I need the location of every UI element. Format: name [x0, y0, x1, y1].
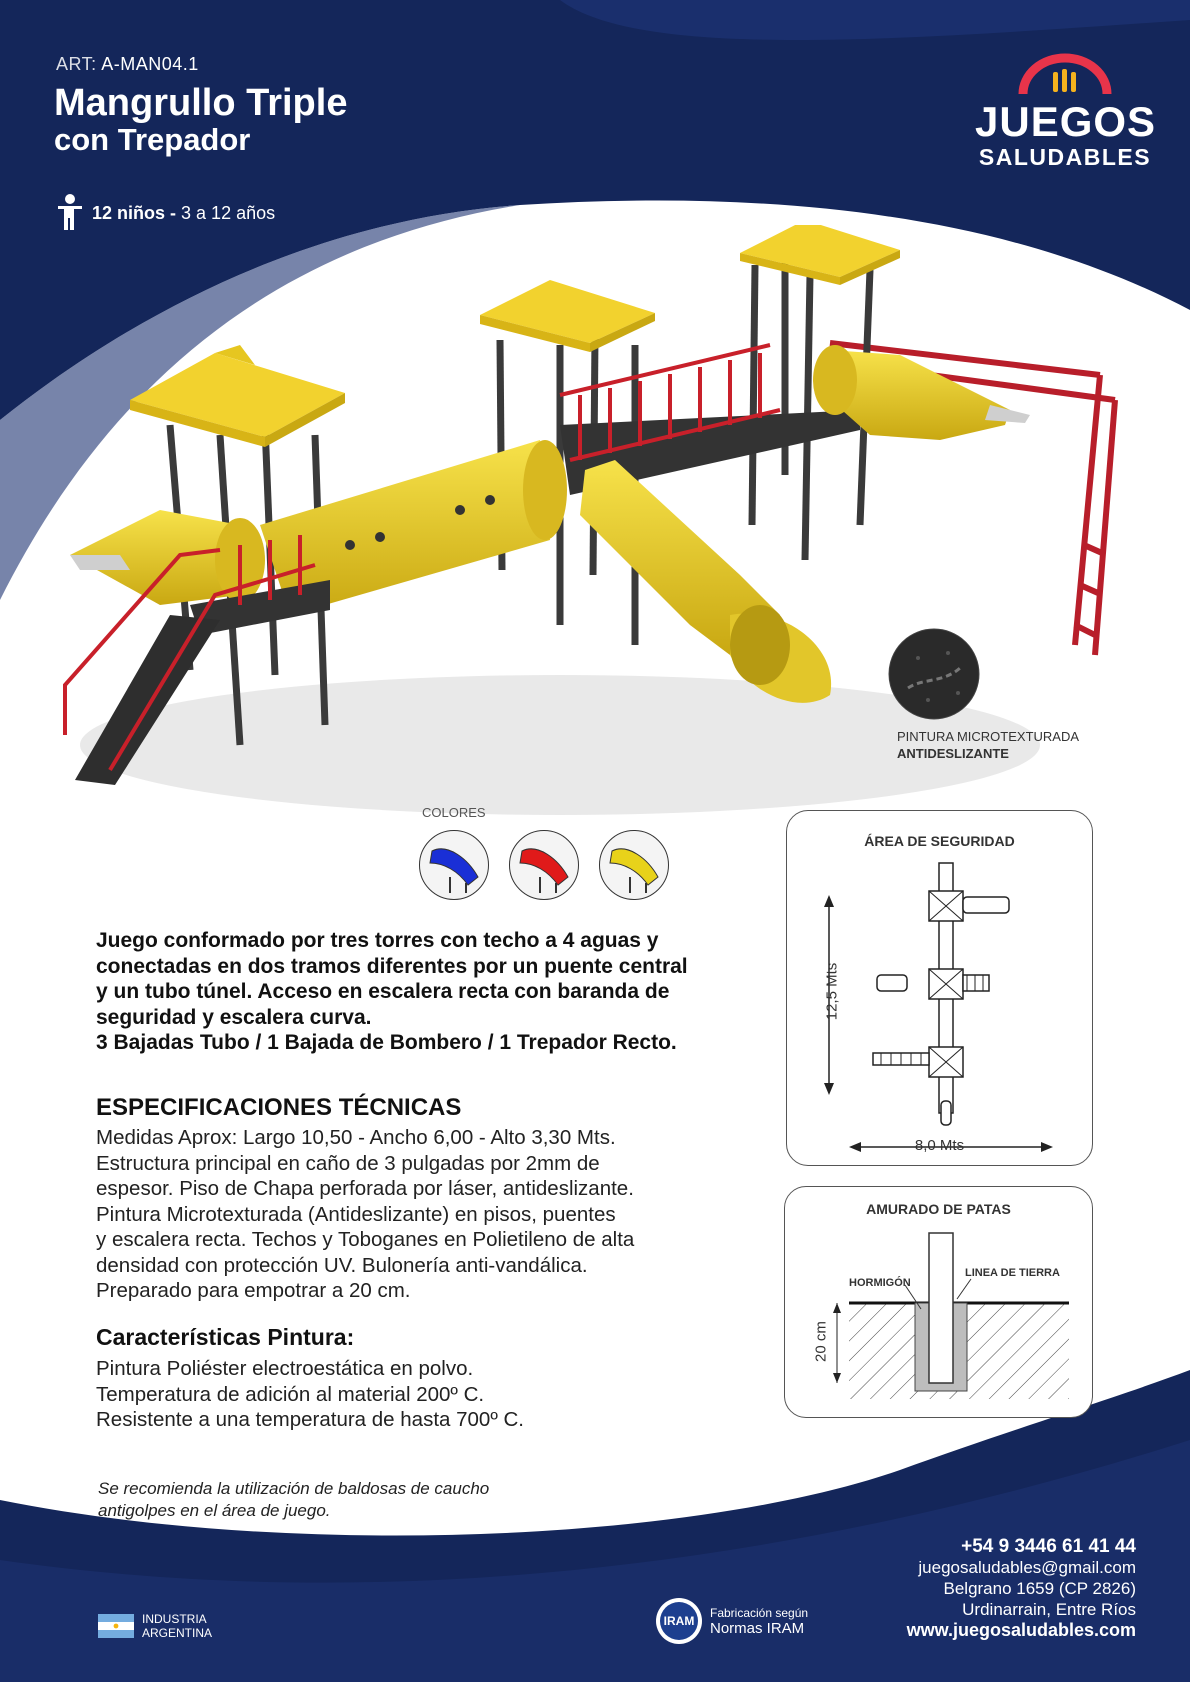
spec-line: espesor. Piso de Chapa perforada por láser, antideslizante. [96, 1177, 634, 1200]
iram-badge [656, 1598, 808, 1644]
plan-view-icon [873, 863, 1009, 1125]
description-line: seguridad y escalera curva. [96, 1005, 372, 1029]
concrete-label: HORMIGÓN [849, 1277, 911, 1289]
industria-line2: ARGENTINA [142, 1626, 213, 1640]
note-line: antigolpes en el área de juego. [98, 1501, 331, 1520]
colors-label: COLORES [422, 805, 486, 820]
color-swatch-yellow [599, 830, 669, 900]
depth-label: 20 cm [812, 1321, 830, 1362]
note-line: Se recomienda la utilización de baldosas de caucho [98, 1479, 490, 1498]
safety-area-panel [786, 810, 1093, 1166]
texture-label [897, 728, 1079, 762]
spec-line: Preparado para empotrar a 20 cm. [96, 1279, 411, 1302]
brand-logo [975, 52, 1155, 172]
slide-icon [520, 849, 568, 893]
article-number: A-MAN04.1 [101, 54, 199, 74]
spec-line: Estructura principal en caño de 3 pulgadas por 2mm de [96, 1151, 600, 1175]
front-tube-slide [580, 460, 831, 703]
product-subtitle: con Trepador [54, 122, 251, 157]
safety-width-label: 8,0 Mts [914, 1137, 965, 1154]
argentina-flag-icon [98, 1614, 134, 1638]
logo-line2: SALUDABLES [978, 144, 1152, 170]
iram-logo-text: IRAM [660, 1602, 698, 1640]
age-range: 3 a 12 años [181, 202, 276, 223]
anchoring-panel [784, 1186, 1093, 1418]
article-code [56, 54, 199, 75]
contact-phone[interactable]: +54 9 3446 61 41 44 [961, 1536, 1136, 1557]
slide-icon [610, 849, 658, 893]
color-swatch-red [509, 830, 579, 900]
logo-line1: JUEGOS [975, 98, 1157, 145]
contact-address-line1: Belgrano 1659 (CP 2826) [943, 1579, 1136, 1598]
slide-icon [430, 849, 478, 893]
paint-line: Temperatura de adición al material 200º C. [96, 1382, 485, 1406]
rainbow-icon [975, 52, 1155, 102]
contact-address-line2: Urdinarrain, Entre Ríos [962, 1600, 1136, 1619]
description-line: conectadas en dos tramos diferentes por un puente central [96, 954, 688, 978]
paint-body [96, 1356, 696, 1433]
texture-label-line2: ANTIDESLIZANTE [897, 746, 1009, 761]
product-title: Mangrullo Triple [54, 82, 348, 124]
description-line: Juego conformado por tres torres con techo a 4 aguas y [96, 929, 659, 952]
spec-line: densidad con protección UV. Bulonería anti-vandálica. [96, 1253, 588, 1277]
ground-line-label: LINEA DE TIERRA [965, 1267, 1060, 1279]
specs-heading: ESPECIFICACIONES TÉCNICAS [96, 1094, 462, 1121]
anchoring-title: AMURADO DE PATAS [866, 1201, 1011, 1217]
paint-heading: Características Pintura: [96, 1324, 355, 1350]
contact-website[interactable]: www.juegosaludables.com [906, 1620, 1136, 1640]
specs-body [96, 1125, 716, 1304]
safety-height-label: 12,5 Mts [823, 962, 841, 1021]
description-line: y un tubo túnel. Acceso en escalera recta con baranda de [96, 980, 670, 1003]
industria-argentina-badge [98, 1612, 212, 1640]
recommendation-note [98, 1478, 618, 1522]
safety-area-title: ÁREA DE SEGURIDAD [864, 833, 1015, 849]
anchoring-diagram [785, 1187, 1092, 1417]
paint-line: Pintura Poliéster electroestática en polvo. [96, 1357, 474, 1380]
iram-line1: Fabricación según [710, 1605, 809, 1620]
spec-line: Pintura Microtexturada (Antideslizante) en pisos, puentes [96, 1202, 616, 1226]
article-label: ART: [56, 54, 97, 74]
spec-line: Medidas Aprox: Largo 10,50 - Ancho 6,00 - Alto 3,30 Mts. [96, 1126, 616, 1149]
iram-logo-icon [656, 1598, 702, 1644]
product-description [96, 928, 706, 1056]
texture-sample-icon [888, 628, 980, 720]
iram-line2: Normas IRAM [710, 1619, 805, 1637]
paint-line: Resistente a una temperatura de hasta 700º C. [96, 1408, 524, 1431]
color-swatch-blue [419, 830, 489, 900]
industria-line1: INDUSTRIA [142, 1612, 207, 1626]
texture-label-line1: PINTURA MICROTEXTURADA [897, 729, 1080, 744]
capacity-count: 12 niños - [92, 202, 177, 223]
contact-email[interactable]: juegosaludables@gmail.com [918, 1558, 1136, 1577]
spec-line: y escalera recta. Techos y Toboganes en Polietileno de alta [96, 1228, 635, 1251]
contact-block [907, 1536, 1136, 1641]
description-line: 3 Bajadas Tubo / 1 Bajada de Bombero / 1 Trepador Recto. [96, 1031, 677, 1054]
